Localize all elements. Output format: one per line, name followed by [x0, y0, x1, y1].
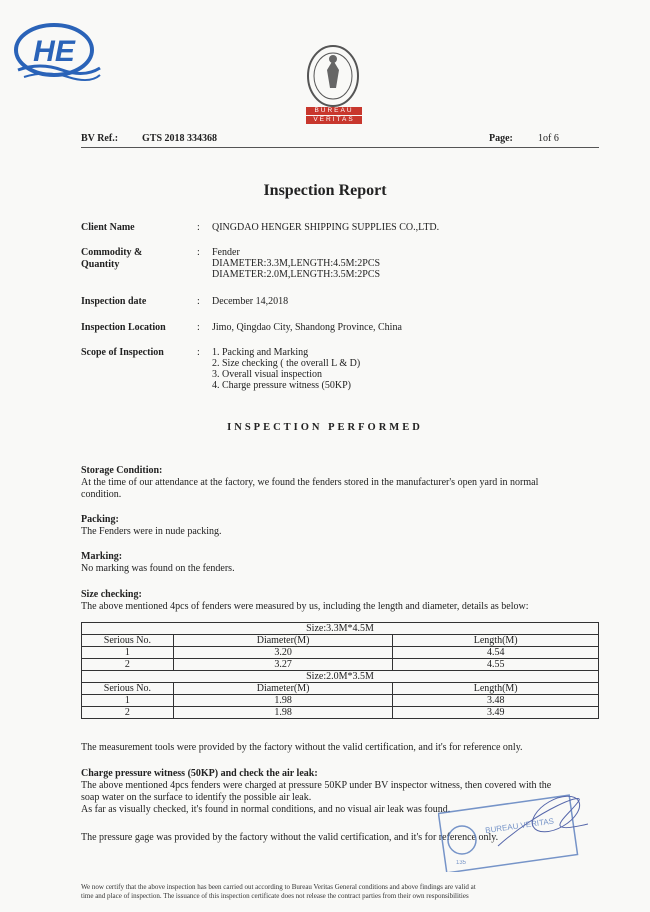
scope-item: 1. Packing and Marking [212, 347, 309, 358]
ref-label: BV Ref.: [81, 133, 119, 144]
table-cell: 1.98 [173, 707, 393, 719]
commodity-label [81, 247, 191, 271]
he-logo-text: HE [33, 35, 75, 68]
charge-heading: Charge pressure witness (50KP) and check the air leak: [81, 768, 318, 779]
measurement-table [81, 622, 599, 719]
scope-item: 2. Size checking ( the overall L & D) [212, 358, 361, 369]
table-row [82, 659, 599, 671]
packing-section [81, 514, 601, 538]
scope-list [212, 347, 612, 391]
stamp-number: 135 [456, 860, 467, 866]
client-label: Client Name [81, 222, 135, 233]
charge-text-1: The above mentioned 4pcs fenders were charged at pressure 50KP under BV inspector witness, then covered with the [81, 780, 552, 791]
table-cell: 2 [82, 707, 174, 719]
commodity-label-line1: Commodity & [81, 247, 143, 258]
table-group-title-row [82, 671, 599, 683]
document-page: HE BUREAU VERITAS BV Ref.: GTS 2018 334368 Page: 1of 6 Inspection Report Client Name : QINGDAO HENGER SHIPPING SUPPLIES CO.,LTD. Commodity & Quantity : Fender DIAMETER:3.3M,LENGTH:4.5M:2PCS DIAMETER:2.0M,LENGTH:3.5M:2PCS Inspection date : December 14,2018 Inspection Location : Jimo, Qingdao City, Shandong Province, China Scope of Inspection : 1. Packing and Marking 2. Size checking ( the overall L & D) 3. Overall visual inspection 4. Charge pressure witness (50KP) INSPECTION PERFORMED Storage Condition: At the time of our attendance at the factory, we found the fenders stored in the manufacturer's open yard in normal condition. Packing: The Fenders were in nude packing. Marking: No marking was found on the fenders. Size checking: The above mentioned 4pcs of fenders were measured by us, including the length and diameter, details as below: Size:3.3M*4.5M Serious No. Diameter(M) Length(M) 1 3.20 4.54 2 3.27 4.55 Size:2.0M*3.5M Serious No. Diameter(M) Length(M) 1 1.98 3.48 2 1.98 3.49 The measurement tools were provided by the factory without the valid certification, and it's for reference only. Charge pressure witness (50KP) and check the air leak: The above mentioned 4pcs fenders were charged at pressure 50KP under BV inspector witness, then covered with the soap water on the surface to identify the possible air leak. As far as visually checked, it's found in normal conditions, and no visual air leak was found. The pressure gage was provided by the factory without the valid certification, and it's for reference only. BUREAU VERITAS 135 We now certify that the above inspection has been carried out according to Bureau Veritas General conditions and above findings are valid at time and place of inspection. The issuance of this inspection certificate does not release the contract parties from their own responsibilities [0, 0, 650, 912]
scope-item: 4. Charge pressure witness (50KP) [212, 380, 351, 391]
table-group-title-row [82, 623, 599, 635]
marking-text: No marking was found on the fenders. [81, 563, 235, 574]
table-header-row [82, 683, 599, 695]
table-row [82, 707, 599, 719]
date-value: December 14,2018 [212, 296, 289, 307]
table-cell: 3.49 [393, 707, 599, 719]
col-header: Serious No. [82, 635, 174, 647]
gage-note: The pressure gage was provided by the factory without the valid certification, and it's for reference only. [81, 832, 499, 843]
storage-section [81, 465, 601, 501]
client-value: QINGDAO HENGER SHIPPING SUPPLIES CO.,LTD. [212, 222, 440, 233]
certification-footer [81, 883, 601, 901]
bv-word-bureau: BUREAU [306, 107, 362, 115]
table-cell: 1.98 [173, 695, 393, 707]
page-title: Inspection Report [263, 182, 387, 199]
storage-text-1: At the time of our attendance at the factory, we found the fenders stored in the manufacturer's open yard in normal [81, 477, 539, 488]
col-header: Length(M) [393, 683, 599, 695]
col-header: Length(M) [393, 635, 599, 647]
size-section [81, 589, 601, 613]
location-label: Inspection Location [81, 322, 166, 333]
table-row [82, 647, 599, 659]
charge-text-3: As far as visually checked, it's found in normal conditions, and no visual air leak was found. [81, 804, 451, 815]
table-cell: 2 [82, 659, 174, 671]
marking-heading: Marking: [81, 551, 123, 562]
he-logo [10, 22, 102, 84]
size-text: The above mentioned 4pcs of fenders were measured by us, including the length and diameter, details as below: [81, 601, 529, 612]
bv-word-veritas: VERITAS [306, 116, 362, 124]
commodity-label-line2: Quantity [81, 259, 120, 270]
location-value: Jimo, Qingdao City, Shandong Province, China [212, 322, 402, 333]
table-cell: 3.20 [173, 647, 393, 659]
table-cell: 4.55 [393, 659, 599, 671]
page-value: 1of 6 [538, 133, 559, 144]
footer-line-2: time and place of inspection. The issuance of this inspection certificate does not release the contract parties from their own responsibilities [81, 892, 469, 900]
report-header [81, 133, 599, 148]
table-cell: 1 [82, 647, 174, 659]
section-heading: INSPECTION PERFORMED [227, 422, 423, 433]
table-row [82, 695, 599, 707]
commodity-line1: Fender [212, 247, 240, 258]
charge-text-2: soap water on the surface to identify the possible air leak. [81, 792, 312, 803]
packing-text: The Fenders were in nude packing. [81, 526, 222, 537]
ref-value: GTS 2018 334368 [142, 133, 218, 144]
scope-item: 3. Overall visual inspection [212, 369, 322, 380]
page-label: Page: [489, 133, 513, 144]
date-label: Inspection date [81, 296, 147, 307]
packing-heading: Packing: [81, 514, 119, 525]
table-cell: 1 [82, 695, 174, 707]
col-header: Diameter(M) [173, 635, 393, 647]
storage-text-2: condition. [81, 489, 122, 500]
marking-section [81, 551, 601, 575]
size-heading: Size checking: [81, 589, 142, 600]
group-title: Size:3.3M*4.5M [82, 623, 599, 635]
group-title: Size:2.0M*3.5M [82, 671, 599, 683]
stamp-text: BUREAU VERITAS [484, 816, 555, 836]
col-header: Serious No. [82, 683, 174, 695]
commodity-value [212, 247, 612, 280]
tools-note: The measurement tools were provided by the factory without the valid certification, and it's for reference only. [81, 742, 523, 753]
table-header-row [82, 635, 599, 647]
table-cell: 3.27 [173, 659, 393, 671]
commodity-line2: DIAMETER:3.3M,LENGTH:4.5M:2PCS [212, 258, 381, 269]
scope-label: Scope of Inspection [81, 347, 164, 358]
table-cell: 3.48 [393, 695, 599, 707]
col-header: Diameter(M) [173, 683, 393, 695]
footer-line-1: We now certify that the above inspection has been carried out according to Bureau Veritas General conditions and above findings are valid at [81, 883, 476, 891]
storage-heading: Storage Condition: [81, 465, 163, 476]
table-cell: 4.54 [393, 647, 599, 659]
bureau-veritas-wordmark [306, 107, 362, 124]
commodity-line3: DIAMETER:2.0M,LENGTH:3.5M:2PCS [212, 269, 381, 280]
inspector-stamp [438, 780, 588, 872]
